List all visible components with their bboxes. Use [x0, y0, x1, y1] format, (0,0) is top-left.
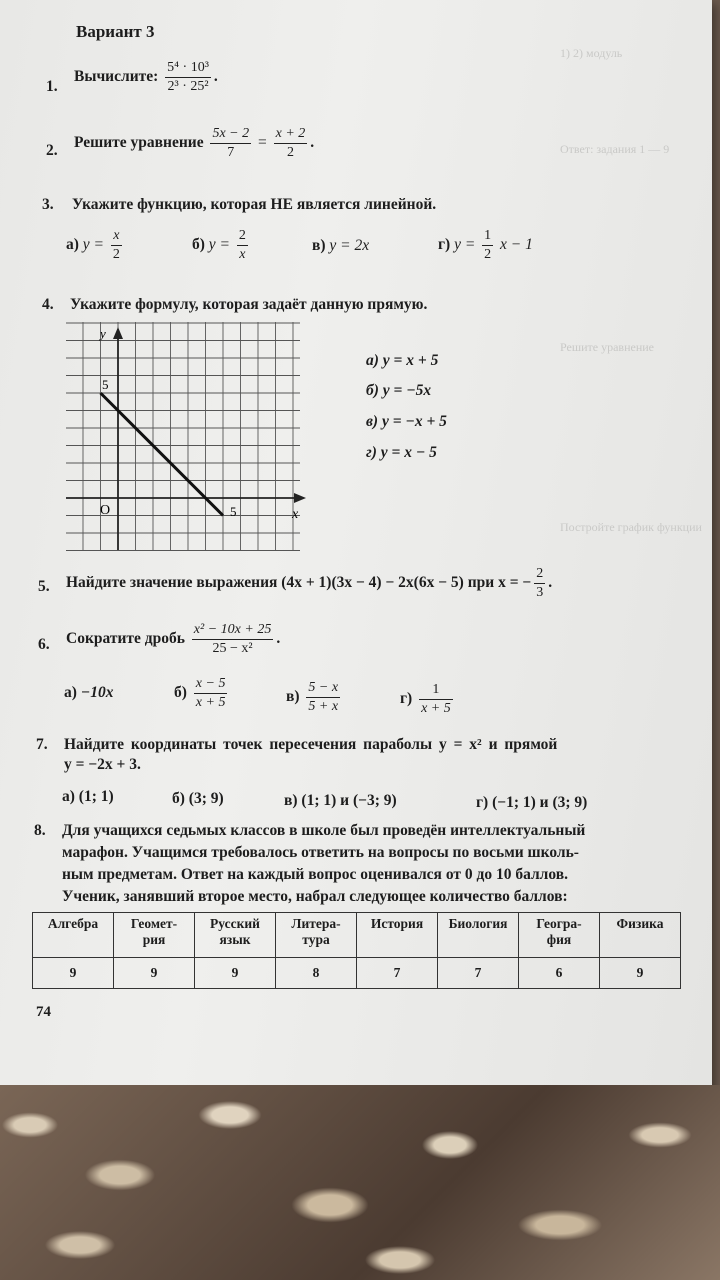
q2-lhs-num: 5x − 2: [210, 126, 251, 144]
q4-text: Укажите формулу, которая задаёт данную прямую.: [70, 296, 428, 313]
y-axis-arrow: [113, 327, 123, 339]
q8-line-3: ным предметам. Ответ на каждый вопрос оценивался от 0 до 10 баллов.: [62, 866, 568, 883]
q2-rhs-fraction: [274, 126, 308, 161]
background-carpet: [0, 1085, 720, 1280]
bleed-through-text: 1) 2) модуль: [560, 46, 623, 60]
q6-text: Сократите дробь: [66, 630, 185, 648]
table-value-cell: 7: [357, 958, 438, 989]
q2-line: [74, 126, 314, 161]
q8-line-4: Ученик, занявший второе место, набрал следующее количество баллов:: [62, 888, 568, 905]
q5-text: Найдите значение выражения (4x + 1)(3x − 4) − 2x(6x − 5) при x = −: [66, 574, 532, 592]
table-header-cell: Биология: [438, 913, 519, 958]
table-value-cell: 6: [519, 958, 600, 989]
q7-option-c[interactable]: в) (1; 1) и (−3; 9): [284, 792, 397, 809]
q6-number: 6.: [38, 636, 50, 653]
q2-lhs-fraction: [210, 126, 251, 161]
bleed-through-text: Постройте график функции: [560, 520, 702, 534]
bleed-through-text: Решите уравнение: [560, 340, 654, 354]
q7-line-2: y = −2x + 3.: [64, 756, 141, 773]
q2-text: Решите уравнение: [74, 134, 204, 152]
q1-line: [74, 60, 218, 95]
table-header-row: [33, 913, 681, 958]
q5-fraction: $\frac{2}{3}$: [536, 566, 544, 600]
q6-option-d[interactable]: г) $\frac{1}{x + 5}$: [400, 682, 451, 716]
x-axis-label: x: [292, 507, 299, 522]
q3-option-b[interactable]: б) y = $\frac{2}{x}$: [192, 228, 246, 262]
table-value-cell: 8: [276, 958, 357, 989]
bleed-through-text: Ответ: задания 1 — 9: [560, 142, 670, 156]
q7-line-1: Найдите координаты точек пересечения параболы y = x² и прямой: [64, 736, 558, 753]
q4-graph: [66, 322, 316, 552]
table-header-cell: Геогра- фия: [519, 913, 600, 958]
y-axis-label: y: [100, 326, 106, 341]
table-header-cell: Физика: [600, 913, 681, 958]
q6-fraction: $\frac{\text{x² − 10x + 25}}{\text{25 − x²}}$: [193, 622, 272, 656]
table-header-cell: Литера- тура: [276, 913, 357, 958]
table-header-cell: Русский язык: [195, 913, 276, 958]
table-header-cell: Алгебра: [33, 913, 114, 958]
q3-option-a[interactable]: а) y = $\frac{x}{2}$: [66, 228, 120, 262]
q2-rhs-num: x + 2: [274, 126, 308, 144]
table-value-row: [33, 958, 681, 989]
q2-equals: =: [258, 134, 267, 152]
q1-number: 1.: [46, 78, 58, 95]
q6-option-c[interactable]: в) $\frac{5 - x}{5 + x}$: [286, 680, 339, 714]
q1-text: Вычислите:: [74, 68, 159, 86]
q5-number: 5.: [38, 578, 50, 595]
q8-line-1: Для учащихся седьмых классов в школе был проведён интеллектуальный: [62, 822, 586, 839]
q3-text: Укажите функцию, которая НЕ является линейной.: [72, 196, 437, 213]
q3-option-c[interactable]: в) y = 2x: [312, 237, 370, 254]
q2-rhs-den: 2: [286, 145, 294, 160]
q2-tail: .: [310, 134, 315, 152]
table-value-cell: 7: [438, 958, 519, 989]
table-value-cell: 9: [33, 958, 114, 989]
q4-option-d[interactable]: г) y = x − 5: [366, 444, 437, 461]
q3-number: 3.: [42, 196, 54, 213]
q7-number: 7.: [36, 736, 48, 753]
q8-scores-table: [32, 912, 681, 989]
q1-fraction: [165, 60, 211, 95]
q1-tail: .: [213, 68, 218, 86]
q7-option-a[interactable]: а) (1; 1): [62, 788, 114, 805]
q2-number: 2.: [46, 142, 58, 159]
q7-option-d[interactable]: г) (−1; 1) и (3; 9): [476, 794, 588, 811]
q5-line: Найдите значение выражения (4x + 1)(3x − 4) − 2x(6x − 5) при x = − $\frac{2}{3}$ .: [66, 566, 553, 600]
q6-option-a[interactable]: а) −10x: [64, 684, 114, 701]
q1-frac-num: 5⁴ · 10³: [165, 60, 211, 78]
q4-option-c[interactable]: в) y = −x + 5: [366, 413, 447, 430]
q7-option-b[interactable]: б) (3; 9): [172, 790, 224, 807]
q6-line: Сократите дробь $\frac{\text{x² − 10x + 25}}{\text{25 − x²}}$ .: [66, 622, 281, 656]
q4-number: 4.: [42, 296, 54, 313]
table-value-cell: 9: [114, 958, 195, 989]
table-value-cell: 9: [195, 958, 276, 989]
origin-label: O: [100, 503, 111, 518]
q6-option-b[interactable]: б) $\frac{x - 5}{x + 5}$: [174, 676, 226, 710]
variant-title: Вариант 3: [76, 22, 155, 41]
x-axis-arrow: [294, 493, 306, 503]
q2-lhs-den: 7: [227, 145, 235, 160]
y-tick-label: 5: [102, 377, 109, 392]
x-tick-label: 5: [230, 504, 237, 519]
table-value-cell: 9: [600, 958, 681, 989]
q8-number: 8.: [34, 822, 46, 839]
q4-option-b[interactable]: б) y = −5x: [366, 382, 432, 399]
table-header-cell: История: [357, 913, 438, 958]
q4-option-a[interactable]: а) y = x + 5: [366, 352, 439, 369]
q1-frac-den: 2³ · 25²: [167, 79, 209, 94]
table-header-cell: Геомет- рия: [114, 913, 195, 958]
q3-option-d[interactable]: г) y = $\frac{1}{2}$ x − 1: [438, 228, 533, 262]
page-number: 74: [36, 1004, 51, 1020]
q8-line-2: марафон. Учащимся требовалось ответить на вопросы по восьми школь-: [62, 844, 579, 861]
